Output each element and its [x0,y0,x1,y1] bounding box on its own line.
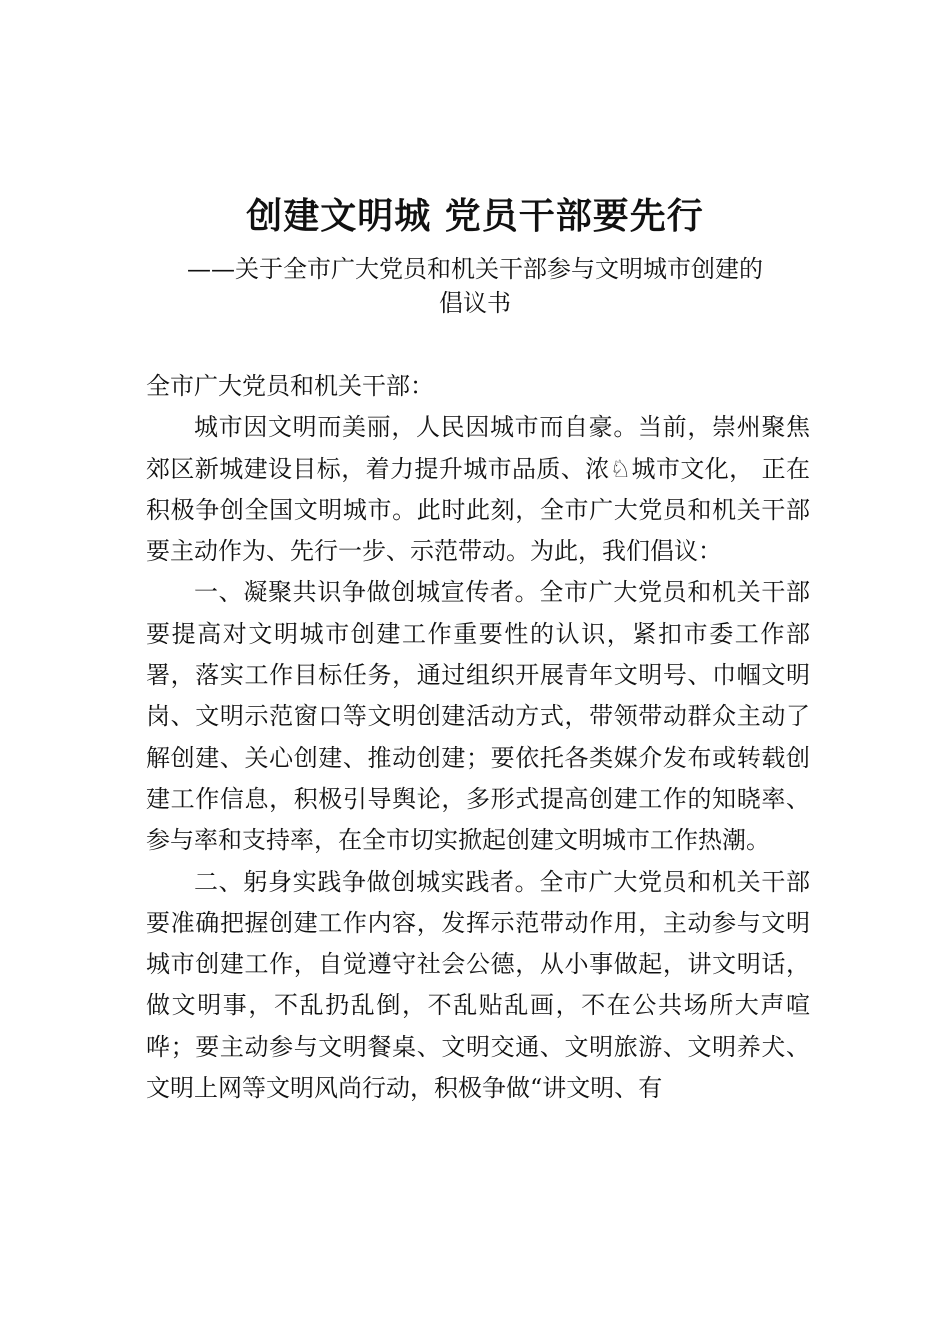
salutation: 全市广大党员和机关干部： [146,372,434,400]
paragraph-intro: 城市因文明而美丽，人民因城市而自豪。当前，崇州聚焦郊区新城建设目标，着力提升城市品质、浓♘城市文化， 正在积极争创全国文明城市。此时此刻，全市广大党员和机关干部要主动作为、先行一步、示范带动。为此，我们倡议： [146,413,810,566]
document-subtitle [130,252,820,320]
subtitle-line-2: 倡议书 [439,289,511,317]
subtitle-line-1: ——关于全市广大党员和机关干部参与文明城市创建的 [187,255,763,283]
paragraph-item-1: 一、凝聚共识争做创城宣传者。全市广大党员和机关干部要提高对文明城市创建工作重要性的认识，紧扣市委工作部署，落实工作目标任务，通过组织开展青年文明号、巾帼文明岗、文明示范窗口等文明创建活动方式，带领带动群众主动了解创建、关心创建、推动创建；要依托各类媒介发布或转载创建工作信息，积极引导舆论，多形式提高创建工作的知晓率、参与率和支持率，在全市切实掀起创建文明城市工作热潮。 [146,578,810,855]
document-body [146,366,810,1109]
document-title: 创建文明城 党员干部要先行 [246,195,704,237]
paragraph-item-2: 二、躬身实践争做创城实践者。全市广大党员和机关干部要准确把握创建工作内容，发挥示范带动作用，主动参与文明城市创建工作，自觉遵守社会公德，从小事做起，讲文明话，做文明事，不乱扔乱倒，不乱贴乱画，不在公共场所大声喧哗；要主动参与文明餐桌、文明交通、文明旅游、文明养犬、文明上网等文明风尚行动，积极争做“讲文明、有 [146,867,810,1103]
